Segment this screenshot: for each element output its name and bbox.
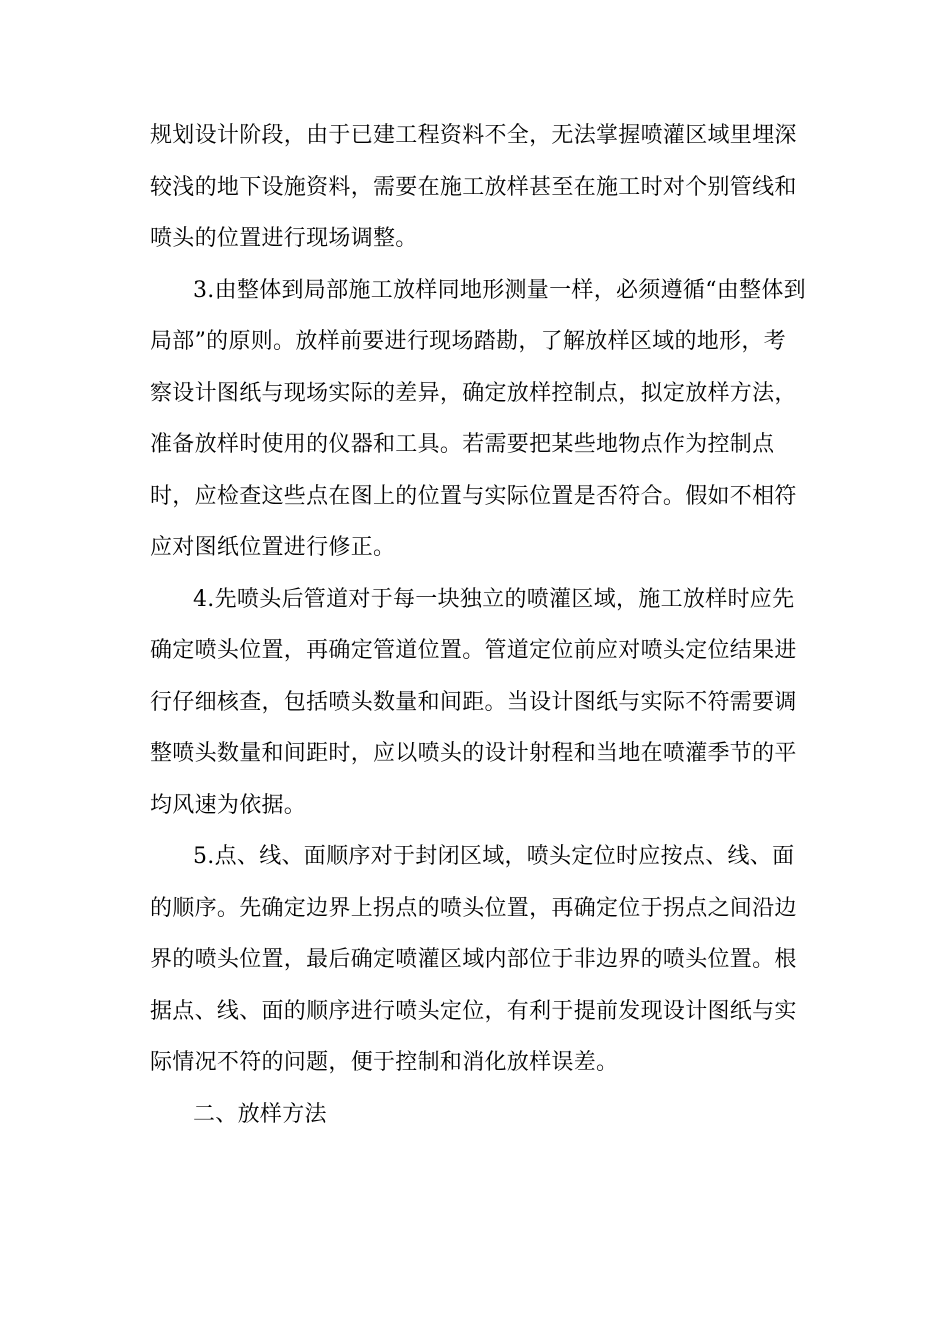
body-text-line: 较浅的地下设施资料，需要在施工放样甚至在施工时对个别管线和: [150, 175, 797, 200]
section-heading: 二、放样方法: [193, 1102, 327, 1127]
body-text-line: 准备放样时使用的仪器和工具。若需要把某些地物点作为控制点: [150, 432, 775, 457]
body-text-line: 整喷头数量和间距时，应以喷头的设计射程和当地在喷灌季节的平: [150, 741, 797, 766]
body-text-line: 察设计图纸与现场实际的差异，确定放样控制点，拟定放样方法，: [150, 381, 797, 406]
body-text-line: 应对图纸位置进行修正。: [150, 535, 396, 560]
body-text-line: 规划设计阶段，由于已建工程资料不全，无法掌握喷灌区域里埋深: [150, 123, 797, 148]
body-text-line: 的顺序。先确定边界上拐点的喷头位置，再确定位于拐点之间沿边: [150, 896, 797, 921]
body-text-line: 际情况不符的问题，便于控制和消化放样误差。: [150, 1050, 619, 1075]
body-text-line: 据点、线、面的顺序进行喷头定位，有利于提前发现设计图纸与实: [150, 999, 797, 1024]
paragraph-4-heading-line: 4.先喷头后管道对于每一块独立的喷灌区域，施工放样时应先: [193, 587, 795, 612]
body-text-line: 界的喷头位置，最后确定喷灌区域内部位于非边界的喷头位置。根: [150, 947, 797, 972]
body-text-line: 喷头的位置进行现场调整。: [150, 226, 418, 251]
paragraph-3-heading-line: 3.由整体到局部施工放样同地形测量一样，必须遵循“由整体到: [193, 278, 806, 303]
paragraph-5-heading-line: 5.点、线、面顺序对于封闭区域，喷头定位时应按点、线、面: [193, 844, 795, 869]
body-text-line: 时，应检查这些点在图上的位置与实际位置是否符合。假如不相符: [150, 484, 797, 509]
body-text-line: 确定喷头位置，再确定管道位置。管道定位前应对喷头定位结果进: [150, 638, 797, 663]
body-text-line: 行仔细核查，包括喷头数量和间距。当设计图纸与实际不符需要调: [150, 690, 797, 715]
body-text-line: 局部”的原则。放样前要进行现场踏勘，了解放样区域的地形，考: [150, 329, 786, 354]
body-text-line: 均风速为依据。: [150, 793, 307, 818]
